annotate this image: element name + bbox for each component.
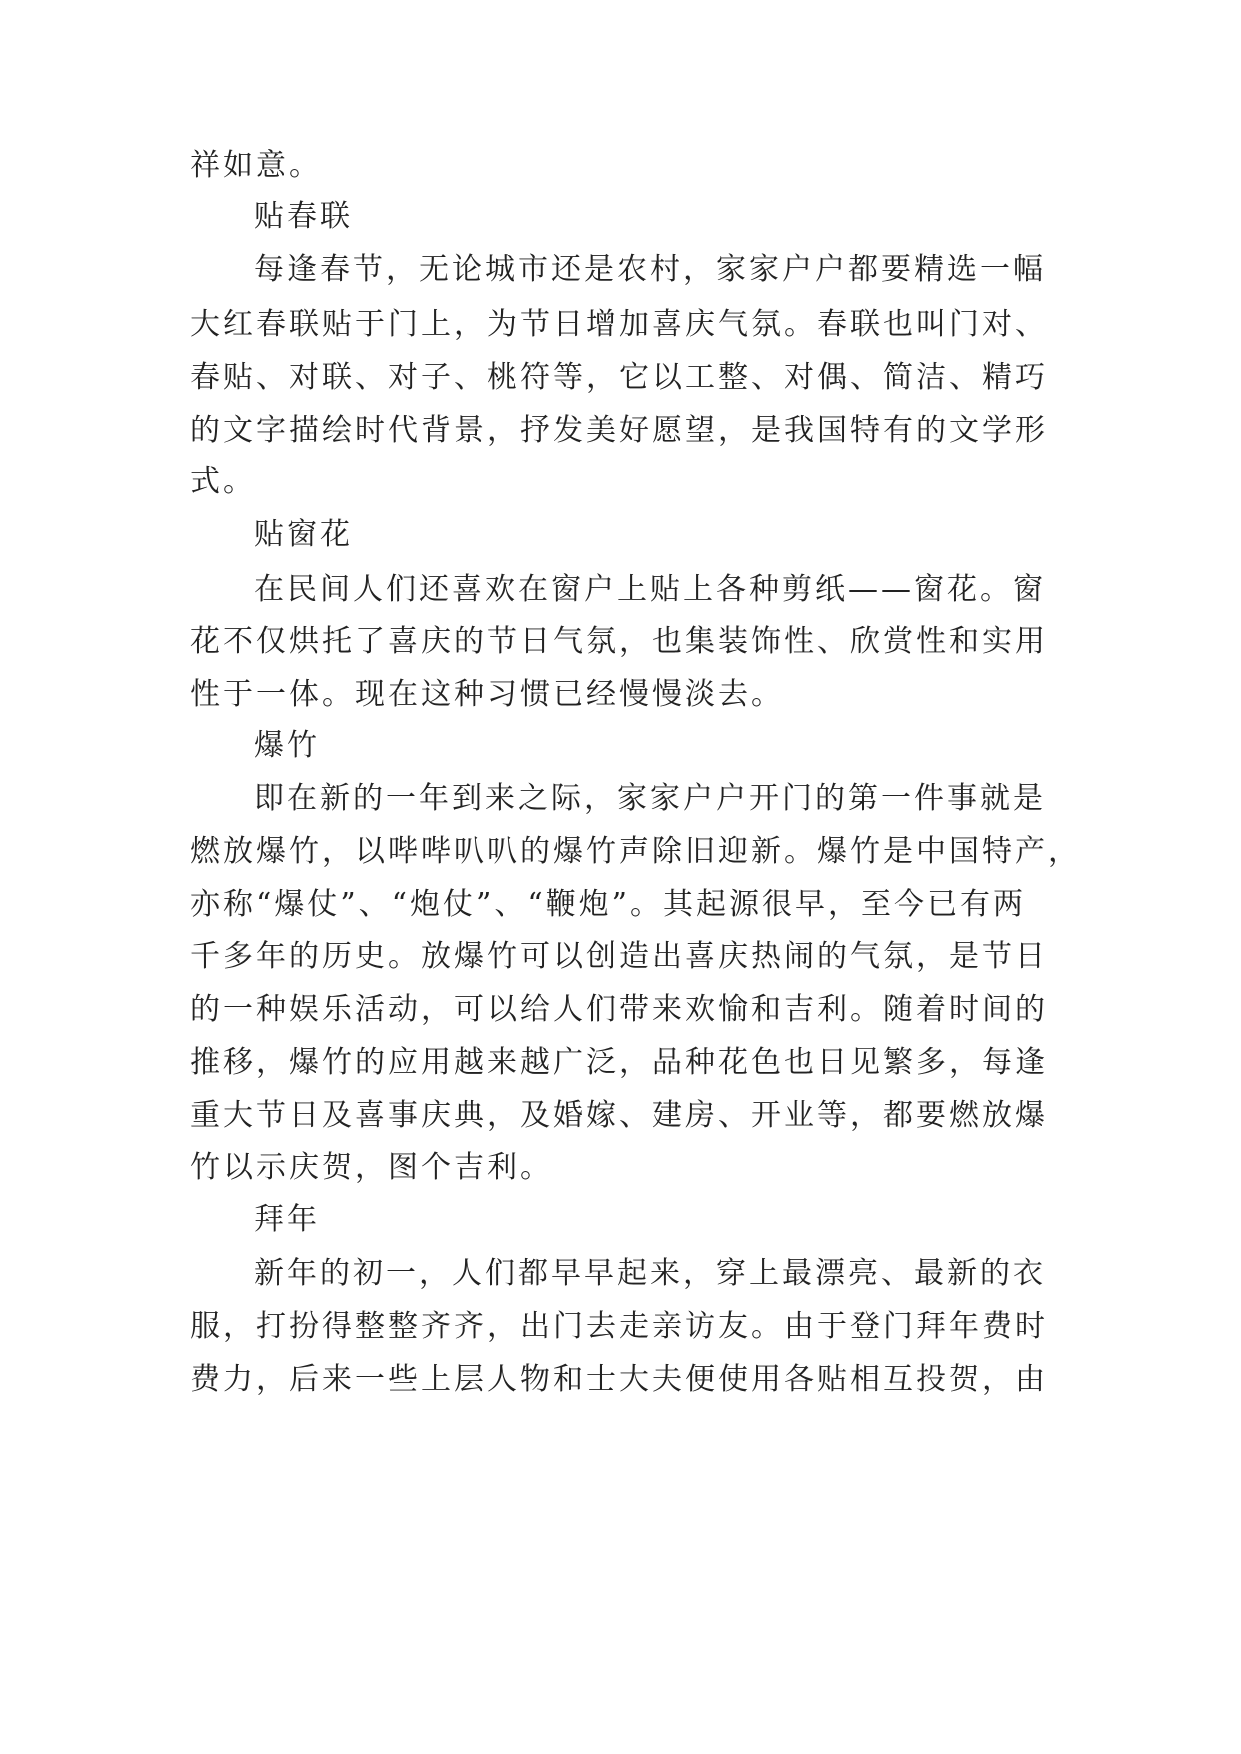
text-line: 费力，后来一些上层人物和士大夫便使用各贴相互投贺，由 [190, 1362, 1048, 1397]
text-line: 的一种娱乐活动，可以给人们带来欢愉和吉利。随着时间的 [190, 992, 1048, 1027]
text-line: 燃放爆竹，以哔哔叭叭的爆竹声除旧迎新。爆竹是中国特产， [190, 834, 1081, 869]
text-line: 大红春联贴于门上，为节日增加喜庆气氛。春联也叫门对、 [190, 307, 1048, 342]
text-line: 亦称“爆仗”、“炮仗”、“鞭炮”。其起源很早，至今已有两 [190, 887, 1027, 922]
text-line: 重大节日及喜事庆典，及婚嫁、建房、开业等，都要燃放爆 [190, 1098, 1048, 1133]
text-line: 竹以示庆贺，图个吉利。 [190, 1150, 553, 1185]
text-line: 性于一体。现在这种习惯已经慢慢淡去。 [190, 677, 784, 712]
section-heading: 拜年 [254, 1202, 320, 1237]
text-line: 式。 [190, 464, 256, 499]
text-line: 即在新的一年到来之际，家家户户开门的第一件事就是 [254, 781, 1046, 816]
text-line: 祥如意。 [190, 148, 322, 183]
text-line: 千多年的历史。放爆竹可以创造出喜庆热闹的气氛，是节日 [190, 939, 1048, 974]
text-line: 春贴、对联、对子、桃符等，它以工整、对偶、简洁、精巧 [190, 360, 1048, 395]
text-line: 推移，爆竹的应用越来越广泛，品种花色也日见繁多，每逢 [190, 1045, 1048, 1080]
text-line: 新年的初一，人们都早早起来，穿上最漂亮、最新的衣 [254, 1256, 1046, 1291]
text-line: 每逢春节，无论城市还是农村，家家户户都要精选一幅 [254, 252, 1046, 287]
section-heading: 爆竹 [254, 728, 320, 763]
text-line: 的文字描绘时代背景，抒发美好愿望，是我国特有的文学形 [190, 413, 1048, 448]
text-line: 在民间人们还喜欢在窗户上贴上各种剪纸——窗花。窗 [254, 572, 1046, 607]
text-line: 服，打扮得整整齐齐，出门去走亲访友。由于登门拜年费时 [190, 1309, 1048, 1344]
text-line: 花不仅烘托了喜庆的节日气氛，也集装饰性、欣赏性和实用 [190, 624, 1048, 659]
section-heading: 贴春联 [254, 199, 353, 234]
section-heading: 贴窗花 [254, 517, 353, 552]
